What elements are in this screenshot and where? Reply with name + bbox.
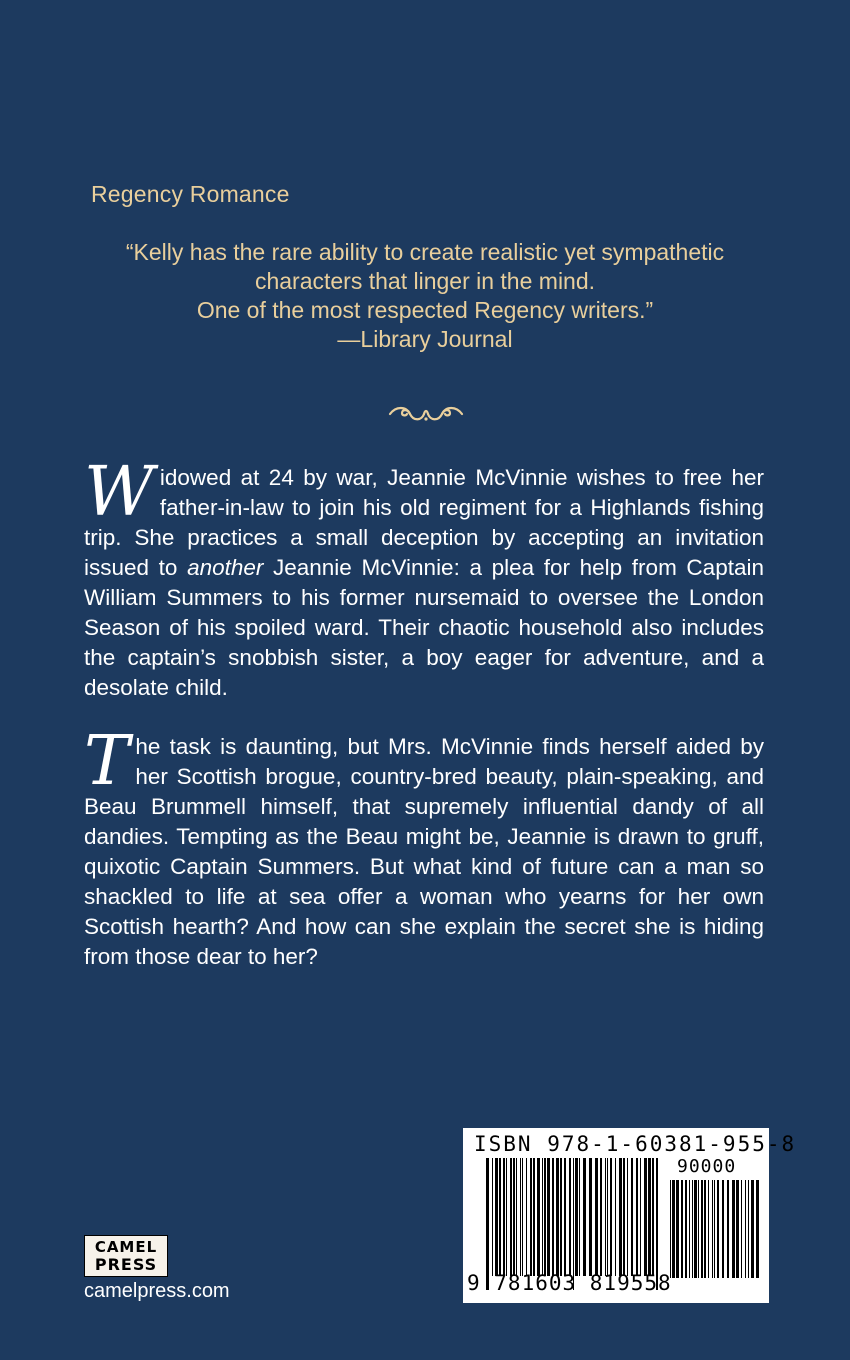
drop-cap: W: [84, 453, 154, 532]
barcode-bar: [640, 1158, 641, 1276]
barcode-bar: [714, 1180, 715, 1278]
barcode-bar: [537, 1158, 540, 1276]
barcode-bar: [741, 1180, 742, 1278]
barcode-bar: [506, 1158, 507, 1276]
barcode-bar: [526, 1158, 527, 1276]
barcode-bar: [751, 1180, 754, 1278]
barcode-bar: [510, 1158, 512, 1276]
drop-cap: T: [84, 722, 130, 801]
barcode-bar: [595, 1158, 598, 1276]
addon-barcode: [670, 1180, 760, 1292]
barcode-bar: [745, 1180, 746, 1278]
barcode-bar: [717, 1180, 719, 1278]
barcode-bar: [503, 1158, 505, 1276]
barcode-bar: [513, 1158, 515, 1276]
barcode-bar: [530, 1158, 532, 1276]
barcode-bar: [560, 1158, 562, 1276]
quote-line: characters that linger in the mind.: [254, 268, 596, 294]
barcode-bar: [615, 1158, 616, 1276]
barcode-bar: [516, 1158, 517, 1276]
barcode-bar: [610, 1158, 612, 1276]
barcode-bar: [698, 1180, 699, 1278]
review-quote: [80, 238, 770, 354]
barcode-bar: [492, 1158, 493, 1276]
blurb-emphasis: another: [187, 555, 264, 580]
quote-line: One of the most respected Regency writers.”: [196, 297, 654, 323]
logo-line-2: PRESS: [94, 1255, 158, 1274]
barcode-bar: [607, 1158, 608, 1276]
barcode-bar: [495, 1158, 498, 1276]
isbn-label: ISBN 978-1-60381-955-8: [474, 1132, 797, 1156]
barcode-bar: [672, 1180, 675, 1278]
barcode-bar: [631, 1158, 633, 1276]
barcode-bar: [736, 1180, 739, 1278]
barcode-bar: [589, 1158, 592, 1276]
barcode-bar: [623, 1158, 625, 1276]
barcode-bar: [627, 1158, 628, 1276]
barcode-bar: [694, 1180, 697, 1278]
barcode-bar: [676, 1180, 679, 1278]
scroll-flourish-icon: [386, 402, 466, 426]
barcode-bar: [542, 1158, 543, 1276]
barcode-bar: [756, 1180, 759, 1278]
barcode-bar: [544, 1158, 546, 1276]
publisher-website: camelpress.com: [84, 1280, 230, 1302]
barcode-bar: [636, 1158, 638, 1276]
barcode-bar: [547, 1158, 550, 1276]
blurb-text: he task is daunting, but Mrs. McVinnie finds herself aided by her Scottish brogue, country-bred beauty, plain-speaking, and Beau Brummell himself, that supremely influential dandy of all dandies. Tempting as the Beau might be, Jeannie is drawn to gruff, quixotic Captain Summers. But what kind of future can a man so shackled to life at sea offer a woman who yearns for her own Scottish hearth? And how can she explain the secret she is hiding from those dear to her?: [84, 734, 764, 969]
barcode-bar: [579, 1158, 580, 1276]
barcode-bar: [619, 1158, 622, 1276]
barcode-bar: [644, 1158, 647, 1276]
barcode-bar: [712, 1180, 713, 1278]
barcode-bar: [708, 1180, 709, 1278]
publisher-logo: [84, 1235, 168, 1277]
barcode-bar: [748, 1180, 749, 1278]
barcode-bar: [600, 1158, 602, 1276]
barcode-bar: [692, 1180, 693, 1278]
barcode-bar: [522, 1158, 523, 1276]
barcode-bar: [670, 1180, 671, 1278]
logo-line-1: CAMEL: [94, 1238, 158, 1256]
barcode-bar: [727, 1180, 729, 1278]
barcode-bar: [685, 1180, 687, 1278]
barcode-bar: [704, 1180, 706, 1278]
price-code: 90000: [677, 1156, 737, 1177]
barcode-bar: [569, 1158, 571, 1276]
blurb-text: Jeannie McVinnie: a plea for help from Captain William Summers to his former nursemaid to oversee the London Season of his spoiled ward. Their chaotic household also includes the captain’s snobbish sister, a boy eager for adventure, and a desolate child.: [84, 555, 764, 700]
quote-attribution: —Library Journal: [337, 326, 513, 352]
barcode-bar: [605, 1158, 606, 1276]
barcode-bar: [689, 1180, 690, 1278]
barcode-bar: [648, 1158, 651, 1276]
ean-digits: 9 781603 819558: [467, 1271, 672, 1295]
barcode-bar: [722, 1180, 724, 1278]
blurb-text: idowed at 24 by war, Jeannie McVinnie wishes to free her father-in-law to join his old regiment for a Highlands fishing trip. She practices a small deception by accepting an invitation issued to: [84, 465, 764, 580]
barcode-bar: [520, 1158, 521, 1276]
barcode-bar: [732, 1180, 735, 1278]
blurb-paragraph-2: [84, 722, 764, 972]
barcode-bar: [701, 1180, 703, 1278]
barcode-bar: [552, 1158, 554, 1276]
barcode-bar: [681, 1180, 683, 1278]
barcode-bar: [575, 1158, 578, 1276]
barcode-bar: [556, 1158, 559, 1276]
barcode-bar: [583, 1158, 586, 1276]
barcode-bar: [499, 1158, 501, 1276]
barcode-bar: [564, 1158, 566, 1276]
barcode-bar: [533, 1158, 535, 1276]
genre-label: Regency Romance: [91, 181, 290, 207]
barcode-bar: [652, 1158, 654, 1276]
quote-line: “Kelly has the rare ability to create realistic yet sympathetic: [125, 239, 725, 265]
blurb-paragraph-1: [84, 453, 764, 703]
